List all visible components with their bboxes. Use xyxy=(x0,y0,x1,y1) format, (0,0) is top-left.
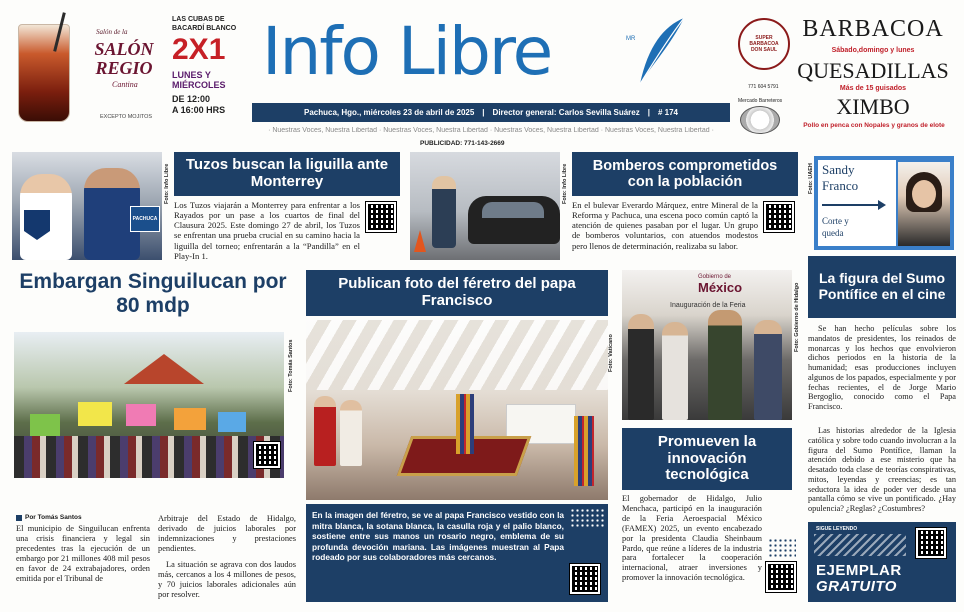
bomberos-credit: Foto: Info Libre xyxy=(562,163,568,204)
brand-name: SALÓN REGIO xyxy=(94,39,154,78)
promo-2x1: 2X1 xyxy=(172,33,226,66)
bomberos-headline: Bomberos comprometidos con la población xyxy=(572,152,798,196)
famex-banner-1: Gobierno de xyxy=(698,274,732,280)
cine-story[interactable] xyxy=(808,256,958,606)
sandy-name-2: Franco xyxy=(822,178,859,193)
famex-dots xyxy=(768,538,796,558)
ad-guisados: Más de 15 guisados xyxy=(839,85,907,92)
car-window xyxy=(482,202,544,218)
famex-body: El gobernador de Hidalgo, Julio Menchaca, participó en la inauguración de la Feria Aeroespacial México (FAMEX) 2025, un evento encabezado por la presidenta Claudia Sheinbaum Pardo, que reúne a líderes de la industria para fortalecer la cooperación internacional, atraer inversiones y promover la innovación tecnológica. xyxy=(622,494,762,583)
official-2 xyxy=(662,322,688,420)
sandy-portrait xyxy=(898,162,950,246)
official-military xyxy=(708,310,742,420)
logo-text: Info Libre xyxy=(262,13,552,90)
embargan-col1: El municipio de Singuilucan enfrenta una crisis financiera y legal sin precedentes tras la ejecución de un embargo por 21 millones 408 mil pesos en favor de 24 extrabajadores, orden emitida por el Tribunal de xyxy=(16,524,150,583)
official-3 xyxy=(754,320,782,420)
papa-caption-box xyxy=(306,504,608,602)
portrait-face xyxy=(912,180,936,208)
ad-ximbo: XIMBO xyxy=(836,94,910,119)
arrow-right-icon xyxy=(822,204,882,206)
kiosk-roof xyxy=(124,354,204,384)
bomberos-story[interactable] xyxy=(410,152,798,264)
famex-credit: Foto: Gobierno de Hidalgo xyxy=(794,282,800,352)
sandy-name-1: Sandy xyxy=(822,162,855,177)
papa-story[interactable] xyxy=(306,270,618,606)
dateline: Pachuca, Hgo., miércoles 23 de abril de 2025 xyxy=(303,108,475,117)
embargan-credit: Foto: Tomás Santos xyxy=(288,339,294,392)
tuzos-story[interactable] xyxy=(12,152,400,264)
arrow-head xyxy=(878,200,886,210)
bomberos-qr-code[interactable] xyxy=(764,202,794,232)
swiss-guard-right xyxy=(574,416,594,486)
masthead-logo[interactable] xyxy=(262,13,682,94)
sign-pink xyxy=(126,404,156,426)
ejemplar-line2: GRATUITO xyxy=(816,578,897,595)
sandy-card xyxy=(814,156,954,250)
tuzos-qr-code[interactable] xyxy=(366,202,396,232)
sign-green xyxy=(30,414,60,436)
swiss-guard-left xyxy=(456,394,474,454)
promo-brand: BACARDÍ BLANCO xyxy=(172,25,237,32)
tuzos-photo xyxy=(12,152,162,260)
sheep-icon xyxy=(740,106,780,134)
famex-headline: Promueven la innovación tecnológica xyxy=(622,428,792,490)
cine-headline: La figura del Sumo Pontífice en el cine xyxy=(808,256,956,318)
bomberos-body: En el bulevar Everardo Márquez, entre Mineral de la Reforma y Pachuca, una escena poco común captó la atención de quienes pasaban por el lugar. Un grupo de bomberos voluntarios, con atuendos modestos pero llenos de determinación, realizaba su labor. xyxy=(572,200,758,251)
ejemplar-qr-code[interactable] xyxy=(916,528,946,558)
quill-icon xyxy=(634,16,686,88)
famex-banner-2: México xyxy=(698,280,743,295)
papa-credit: Foto: Vaticano xyxy=(608,334,614,372)
dots-pattern xyxy=(570,508,604,528)
papa-caption: En la imagen del féretro, se ve al papa Francisco vestido con la mitra blanca, la sotana blanca, la casulla roja y el palio blanco, sostiene entre sus manos un rosario negro, emblema de su profunda devoción mariana. Las imágenes muestran al Papa rodeado por sus colaboradores más cercanos. xyxy=(312,510,564,563)
ad-market: Mercado Barreteros xyxy=(738,98,783,104)
excepto-text: EXCEPTO MOJITOS xyxy=(100,114,153,120)
ad-phone: 771 604 5791 xyxy=(748,84,779,90)
pachuca-badge: PACHUCA xyxy=(130,206,160,232)
bomberos-photo xyxy=(410,152,560,260)
ad-barbacoa: BARBACOA xyxy=(802,16,944,42)
divider: | xyxy=(482,108,485,117)
promo-hours-to: A 16:00 HRS xyxy=(172,105,226,115)
ejemplar-small: SIGUE LEYENDO xyxy=(816,526,858,532)
divider: | xyxy=(647,108,650,117)
byline xyxy=(16,514,82,521)
ejemplar-gratuito-banner[interactable] xyxy=(808,522,956,602)
papa-headline: Publican foto del féretro del papa Francisco xyxy=(306,270,608,316)
director: Director general: Carlos Sevilla Suárez xyxy=(492,108,640,117)
sandy-sub-1: Corte y xyxy=(822,216,849,226)
mr-mark: MR xyxy=(626,36,636,42)
byline-mark xyxy=(16,515,22,521)
tagline: · Nuestras Voces, Nuestra Libertad · Nuestras Voces, Nuestra Libertad · Nuestras Voces, Nuestra Libertad · Nuestras Voces, Nuestra Libertad · xyxy=(268,127,714,134)
barbacoa-ad[interactable] xyxy=(732,10,956,144)
firefighter-figure xyxy=(432,176,456,248)
issue-number: # 174 xyxy=(657,108,678,117)
sandy-franco-promo[interactable] xyxy=(808,152,956,252)
famex-photo xyxy=(622,270,792,420)
sign-orange xyxy=(174,408,206,430)
tuzos-headline: Tuzos buscan la liguilla ante Monterrey xyxy=(174,152,400,196)
famex-qr-code[interactable] xyxy=(766,562,796,592)
crowd xyxy=(14,436,284,478)
cardinal-left xyxy=(314,396,336,466)
embargan-photo-qr[interactable] xyxy=(254,442,280,468)
salon-regio-ad[interactable] xyxy=(12,10,252,130)
ad-pollo: Pollo en penca con Nopales y granos de elote xyxy=(803,122,945,129)
tuzos-body: Los Tuzos viajarán a Monterrey para enfrentar a los Rayados por un pase a los cuartos de final del Clausura 2025. Este domingo 27 de abril, los Tuzos se enfrentan una prueba crucial en su camino hacia la liguilla del torneo; enfrentarán a la “Pandilla” en el Play-In 1. xyxy=(174,200,360,261)
brand-sub: Cantina xyxy=(112,80,138,89)
promo-days: LUNES Y MIÉRCOLES xyxy=(172,70,226,90)
ad-days: Sábado,domingo y lunes xyxy=(831,47,915,54)
sandy-credit: Foto: UAEH xyxy=(808,163,814,194)
embargan-col2b: La situación se agrava con dos laudos más, cercanos a los 4 millones de pesos, y 70 juicios laborales adicionales aún por resolver. xyxy=(158,560,296,599)
papa-qr-code[interactable] xyxy=(570,564,600,594)
vault-beams xyxy=(306,320,608,390)
embargan-col2a: Arbitraje del Estado de Hidalgo, derivado de juicios laborales por indemnizaciones y prestaciones pendientes. xyxy=(158,514,296,553)
cardinal-2 xyxy=(340,400,362,466)
publicidad-phone: PUBLICIDAD: 771-143-2669 xyxy=(420,140,505,147)
famex-story[interactable] xyxy=(622,270,804,606)
sign-blue xyxy=(218,412,246,432)
sign-yellow xyxy=(78,402,112,426)
tuzos-credit: Foto: Info Libre xyxy=(164,163,170,204)
ejemplar-line1: EJEMPLAR xyxy=(816,562,902,579)
promo-hours-from: DE 12:00 xyxy=(172,94,211,104)
ejemplar-stripes xyxy=(814,534,906,556)
official-1 xyxy=(628,314,654,420)
embargan-story[interactable] xyxy=(12,270,298,606)
promo-top: LAS CUBAS DE xyxy=(172,16,225,23)
byline-text: Por Tomás Santos xyxy=(25,514,82,521)
brand-small: Salón de la xyxy=(96,28,128,36)
seal-badge: SUPER BARBACOA DON SAUL xyxy=(738,18,790,70)
embargan-photo xyxy=(14,332,284,478)
drink-glass-icon xyxy=(18,24,70,122)
cine-p1: Se han hecho películas sobre los mandatos de presidentes, los reinados de monarcas y los hechos que envolvieron dichos periodos en la historia de la humanidad; esas producciones incluyen algunos de los papados, especialmente y por fechas recientes, el de Jorge Mario Bergoglio, conocido como el Papa Francisco. xyxy=(808,324,956,412)
embargan-headline: Embargan Singuilucan por 80 mdp xyxy=(19,270,287,317)
papa-photo xyxy=(306,320,608,500)
ad-quesadillas: QUESADILLAS xyxy=(797,58,949,83)
dateline-bar xyxy=(252,103,730,122)
sandy-sub-2: queda xyxy=(822,228,844,238)
cine-p2: Las historias alrededor de la Iglesia católica y sobre todo cuando involucran a la figura del Sumo Pontífice, llaman la atención debido a ese misterio que ha desatado toda clase de teorías conspirativas, mitos, leyendas y creencias; es tan seductora la idea de poder ver desde una pantalla cómo se vive un pontificado. ¿Hay opulencia? ¿Reglas? ¿Costumbres? xyxy=(808,426,956,514)
famex-banner-3: Inauguración de la Feria xyxy=(670,302,746,309)
traffic-cone-icon xyxy=(414,230,426,252)
